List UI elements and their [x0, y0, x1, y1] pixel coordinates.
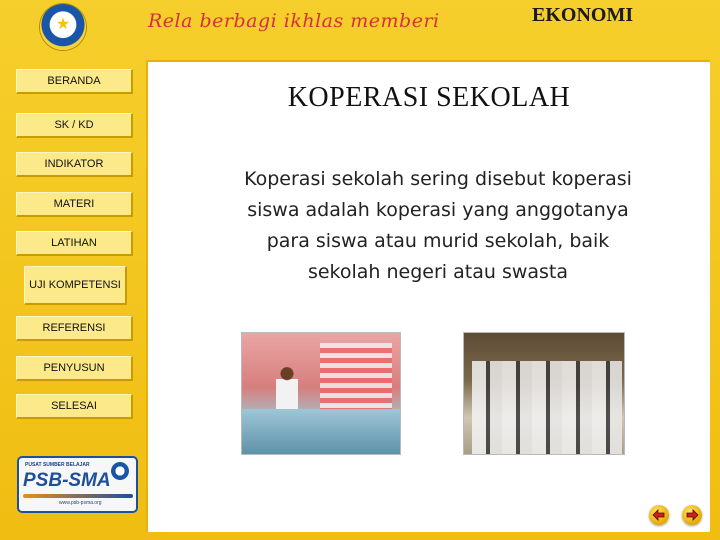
photo-shelf [320, 343, 392, 409]
sidebar-item-label: SELESAI [51, 400, 97, 412]
sidebar-item-referensi[interactable] [16, 316, 133, 341]
logo-swoosh [23, 494, 133, 498]
sidebar-item-indikator[interactable] [16, 152, 133, 177]
psb-logo-url: www.psb-psma.org [59, 500, 102, 506]
sidebar-item-label: INDIKATOR [44, 158, 104, 170]
arrow-left-icon [652, 508, 666, 522]
motto-text: Rela berbagi ikhlas memberi [148, 10, 440, 32]
sidebar-item-beranda[interactable] [16, 69, 133, 94]
photo-counter [242, 409, 400, 454]
sidebar-item-label: UJI KOMPETENSI [29, 278, 121, 291]
sidebar-nav [16, 60, 134, 478]
content-panel [146, 60, 710, 532]
photo-students [472, 361, 622, 454]
sidebar-item-materi[interactable] [16, 192, 133, 217]
paragraph-line: Koperasi sekolah sering disebut koperasi [244, 168, 632, 190]
photo-cashier [276, 365, 298, 413]
sidebar-item-label: PENYUSUN [43, 362, 105, 374]
seal-icon [111, 462, 129, 480]
tut-wuri-handayani-logo [40, 4, 86, 50]
paragraph-line: siswa adalah koperasi yang anggotanya [247, 199, 629, 221]
star-icon: ★ [55, 14, 71, 33]
school-cooperative-store-photo [241, 332, 401, 455]
psb-logo-name: PSB-SMA [23, 470, 111, 491]
sidebar-item-sk-kd[interactable] [16, 113, 133, 138]
paragraph-line: para siswa atau murid sekolah, baik [266, 230, 610, 252]
sidebar-item-selesai[interactable] [16, 394, 133, 419]
sidebar-item-label: BERANDA [47, 75, 101, 87]
sidebar-item-label: REFERENSI [42, 322, 106, 334]
sidebar-item-label: MATERI [53, 198, 95, 210]
psb-sma-logo [17, 456, 138, 513]
sidebar-item-label: LATIHAN [51, 237, 97, 249]
sidebar-item-penyusun[interactable] [16, 356, 133, 381]
definition-paragraph [166, 164, 710, 288]
sidebar-item-uji-kompetensi[interactable] [24, 266, 127, 305]
subject-title: EKONOMI [532, 4, 634, 26]
next-slide-button[interactable] [682, 505, 702, 525]
sidebar-item-label: SK / KD [54, 119, 94, 131]
arrow-right-icon [685, 508, 699, 522]
sidebar-item-latihan[interactable] [16, 231, 133, 256]
students-queue-photo [463, 332, 625, 455]
previous-slide-button[interactable] [649, 505, 669, 525]
psb-logo-top-text: PUSAT SUMBER BELAJAR [25, 462, 90, 468]
page-title: KOPERASI SEKOLAH [287, 82, 571, 113]
paragraph-line: sekolah negeri atau swasta [307, 261, 569, 283]
